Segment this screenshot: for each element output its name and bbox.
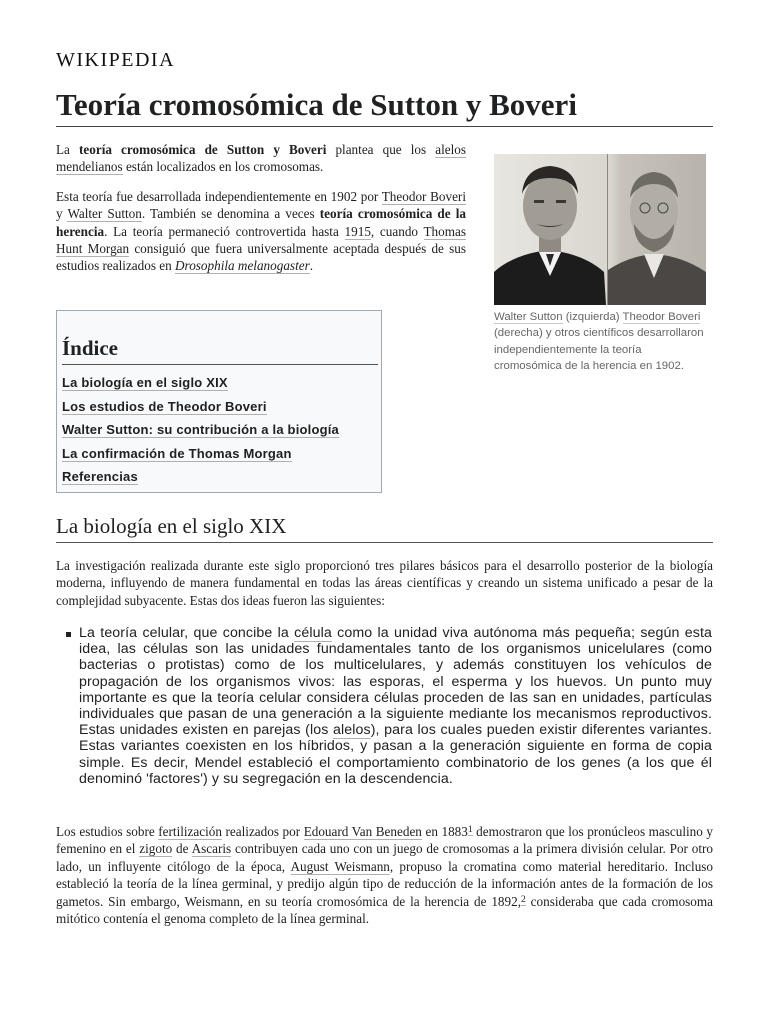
intro-paragraph-1 <box>56 141 466 176</box>
text: Esta teoría fue desarrollada independientemente en 1902 por <box>56 188 382 204</box>
text: , cuando <box>370 223 424 239</box>
text: La teoría celular, que concibe la <box>79 625 295 641</box>
section2-body <box>56 823 713 927</box>
toc-item[interactable] <box>62 442 376 466</box>
toc-item-label[interactable]: Walter Sutton: su contribución a la biología <box>62 422 339 438</box>
section-heading: La biología en el siglo XIX <box>56 512 713 543</box>
link-zigoto[interactable]: zigoto <box>139 841 173 857</box>
toc-list <box>62 371 376 489</box>
text: de <box>172 841 192 857</box>
link-edouard-van-beneden[interactable]: Edouard Van Beneden <box>303 824 422 839</box>
caption-link-walter-sutton[interactable]: Walter Sutton <box>494 311 563 323</box>
text: ), para los cuales pueden existir diferentes variantes. Estas variantes coexisten en los híbridos, y pasan a la generación siguiente en forma de copia simple. Es decir, Mendel estableció el comportamiento combinatorio de los genes (a los que él denominó 'factores') y su segregación en la descendencia. <box>79 722 712 787</box>
text: realizados por <box>221 824 304 839</box>
toc-item-label[interactable]: La biología en el siglo XIX <box>62 375 228 390</box>
bullet-list <box>66 625 712 787</box>
text: contribuyen cada uno con un juego de cromosomas a la primera división celular. Por otro lado, un influyente citólogo de la época, <box>56 841 713 874</box>
figure <box>494 154 706 375</box>
portraits-illustration <box>494 154 706 305</box>
text: en 1883 <box>421 824 468 839</box>
toc-item[interactable] <box>62 465 376 489</box>
link-alelos[interactable]: alelos <box>333 722 371 739</box>
text: , propuso la cromatina como material hereditario. Incluso estableció la teoría de la línea germinal, y predijo algún tipo de reducción de la información antes de la formación de los gametos. Sin embargo, Weismann, en su teoría cromosómica de la herencia de 1892, <box>56 858 714 909</box>
link-drosophila[interactable]: Drosophila melanogaster <box>175 258 310 274</box>
text: Los estudios sobre <box>56 824 159 839</box>
toc-item-label[interactable]: Los estudios de Theodor Boveri <box>62 398 267 414</box>
link-1915[interactable]: 1915 <box>344 223 371 239</box>
link-august-weismann[interactable]: August Weismann <box>290 858 390 874</box>
bold-term: teoría cromosómica de la herencia <box>56 206 466 239</box>
section1-body <box>56 557 713 609</box>
text: están localizados en los cromosomas. <box>122 159 324 175</box>
toc-item[interactable] <box>62 395 376 419</box>
section2-paragraph <box>56 823 713 927</box>
text: (derecha) y otros científicos desarrollaron independientemente la teoría cromosómica de la herencia en 1902. <box>494 327 704 373</box>
toc-item[interactable] <box>62 371 376 395</box>
text: plantea que los <box>326 142 436 157</box>
section1-paragraph: La investigación realizada durante este siglo proporcionó tres pilares básicos para el desarrollo posterior de la biología moderna, influyendo de manera fundamental en todas las áreas científicas y creando un sistema unificado a pesar de la complejidad subyacente. Estas dos ideas fueron las siguientes: <box>56 558 713 608</box>
link-theodor-boveri[interactable]: Theodor Boveri <box>381 188 466 204</box>
caption-link-theodor-boveri[interactable]: Theodor Boveri <box>622 311 701 323</box>
page-title: Teoría cromosómica de Sutton y Boveri <box>56 86 713 127</box>
toc-item[interactable] <box>62 418 376 442</box>
figure-caption <box>494 309 706 375</box>
reference-1[interactable]: 1 <box>467 825 473 835</box>
text: (izquierda) <box>562 311 623 323</box>
link-ascaris[interactable]: Ascaris <box>191 841 232 857</box>
list-item <box>66 625 712 787</box>
text: y <box>56 206 68 222</box>
link-thomas-hunt-morgan[interactable]: Thomas Hunt Morgan <box>56 223 466 257</box>
text: . También se denomina a veces <box>141 206 320 222</box>
link-fertilizacion[interactable]: fertilización <box>158 824 222 839</box>
intro-paragraph-2 <box>56 188 466 275</box>
text: consideraba que cada cromosoma mitótico contenía el genoma completo de la línea germinal. <box>56 893 713 927</box>
wikipedia-logo[interactable]: WIKIPEDIA <box>56 49 176 71</box>
link-walter-sutton[interactable]: Walter Sutton <box>67 206 142 222</box>
link-celula[interactable]: célula <box>294 625 332 641</box>
text: . <box>309 258 314 274</box>
text: . La teoría permaneció controvertida hasta <box>104 223 345 239</box>
text: consiguió que fuera universalmente aceptada después de sus estudios realizados en <box>56 241 466 274</box>
intro <box>56 141 466 275</box>
bold-term: teoría cromosómica de Sutton y Boveri <box>79 142 327 157</box>
text: como la unidad viva autónoma más pequeña; según esta idea, las células son las unidades fundamentales tanto de los organismos unicelulares (como bacterias o protistas) como de los multicelulares, y además constituyen los vehículos de propagación de los organismos vivos: las esporas, el esperma y los huevos. Un punto muy importante es que la teoría celular considera células proceden de las san en unidades, partículas individuales que pasan de una generación a la siguiente mediante los mecanismos reproductivos. Estas unidades existen en parejas (los <box>79 625 712 739</box>
toc-item-label[interactable]: La confirmación de Thomas Morgan <box>62 445 292 461</box>
link-alelos-mendelianos[interactable]: alelos mendelianos <box>56 142 466 175</box>
text: demostraron que los pronúcleos masculino y femenino en el <box>56 824 713 857</box>
toc-item-label[interactable]: Referencias <box>62 469 138 485</box>
portrait-photo[interactable] <box>494 154 706 305</box>
text: La <box>56 142 79 157</box>
toc-title: Índice <box>62 336 378 365</box>
table-of-contents <box>56 310 382 493</box>
reference-2[interactable]: 2 <box>521 894 526 905</box>
